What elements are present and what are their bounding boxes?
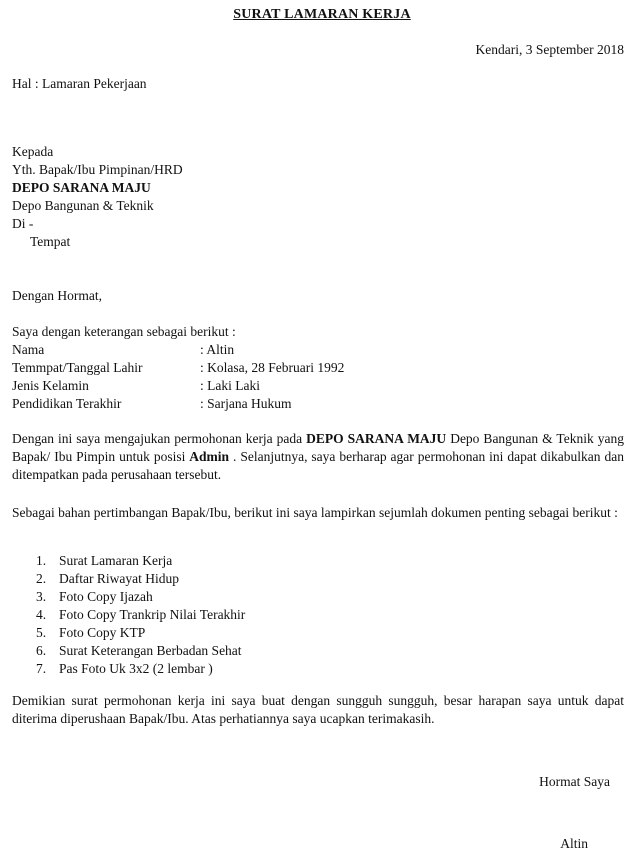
detail-value: : Laki Laki bbox=[200, 378, 260, 393]
attachments-intro: Sebagai bahan pertimbangan Bapak/Ibu, berikut ini saya lampirkan sejumlah dokumen penting sebagai berikut : bbox=[12, 505, 618, 520]
list-text: Surat Keterangan Berbadan Sehat bbox=[59, 643, 242, 658]
recipient-attn: Yth. Bapak/Ibu Pimpinan/HRD bbox=[12, 162, 183, 177]
intro-line: Saya dengan keterangan sebagai berikut : bbox=[12, 324, 236, 339]
detail-row-name bbox=[12, 342, 234, 358]
application-paragraph bbox=[12, 430, 624, 484]
greeting: Dengan Hormat, bbox=[12, 288, 102, 303]
subject-line: Hal : Lamaran Pekerjaan bbox=[12, 76, 147, 91]
recipient-place: Tempat bbox=[30, 234, 71, 249]
list-number: 1. bbox=[36, 553, 47, 568]
closing-paragraph: Demikian surat permohonan kerja ini saya buat dengan sungguh sungguh, besar harapan saya untuk dapat diterima diperushaan Bapak/Ibu. Atas perhatiannya saya ucapkan terimakasih. bbox=[12, 693, 624, 726]
list-number: 7. bbox=[36, 661, 47, 676]
list-number: 6. bbox=[36, 643, 47, 658]
list-number: 5. bbox=[36, 625, 47, 640]
application-text-3: . Selanjutnya, saya berharap agar permohonan ini dapat dikabulkan dan ditempatkan pada perusahaan tersebut. bbox=[12, 449, 624, 482]
list-text: Surat Lamaran Kerja bbox=[59, 553, 173, 568]
date-line: Kendari, 3 September 2018 bbox=[475, 42, 624, 57]
signoff: Hormat Saya bbox=[539, 774, 610, 789]
detail-value: : Kolasa, 28 Februari 1992 bbox=[200, 360, 345, 375]
recipient-di: Di - bbox=[12, 216, 34, 231]
detail-value: : Sarjana Hukum bbox=[200, 396, 292, 411]
list-text: Foto Copy Trankrip Nilai Terakhir bbox=[59, 607, 246, 622]
recipient-company-desc: Depo Bangunan & Teknik bbox=[12, 198, 154, 213]
detail-label: Pendidikan Terakhir bbox=[12, 396, 122, 411]
detail-row-gender bbox=[12, 378, 260, 394]
detail-label: Temmpat/Tanggal Lahir bbox=[12, 360, 143, 375]
signer-name: Altin bbox=[560, 836, 588, 851]
list-text: Pas Foto Uk 3x2 (2 lembar ) bbox=[59, 661, 213, 676]
detail-row-education bbox=[12, 396, 291, 412]
list-text: Foto Copy Ijazah bbox=[59, 589, 153, 604]
application-company: DEPO SARANA MAJU bbox=[306, 431, 447, 446]
detail-label: Jenis Kelamin bbox=[12, 378, 89, 393]
list-text: Daftar Riwayat Hidup bbox=[59, 571, 179, 586]
recipient-to: Kepada bbox=[12, 144, 54, 159]
application-text-2: Depo Bangunan & Teknik yang Bapak/ Ibu Pimpin untuk posisi bbox=[12, 431, 624, 464]
list-number: 3. bbox=[36, 589, 47, 604]
list-text: Foto Copy KTP bbox=[59, 625, 146, 640]
application-position: Admin bbox=[189, 449, 230, 464]
letter-title: SURAT LAMARAN KERJA bbox=[233, 7, 411, 22]
detail-value: : Altin bbox=[200, 342, 235, 357]
application-text-1: Dengan ini saya mengajukan permohonan kerja pada bbox=[12, 431, 307, 446]
list-number: 4. bbox=[36, 607, 47, 622]
list-number: 2. bbox=[36, 571, 47, 586]
detail-row-birth bbox=[12, 360, 344, 376]
detail-label: Nama bbox=[12, 342, 45, 357]
recipient-company: DEPO SARANA MAJU bbox=[12, 180, 151, 195]
